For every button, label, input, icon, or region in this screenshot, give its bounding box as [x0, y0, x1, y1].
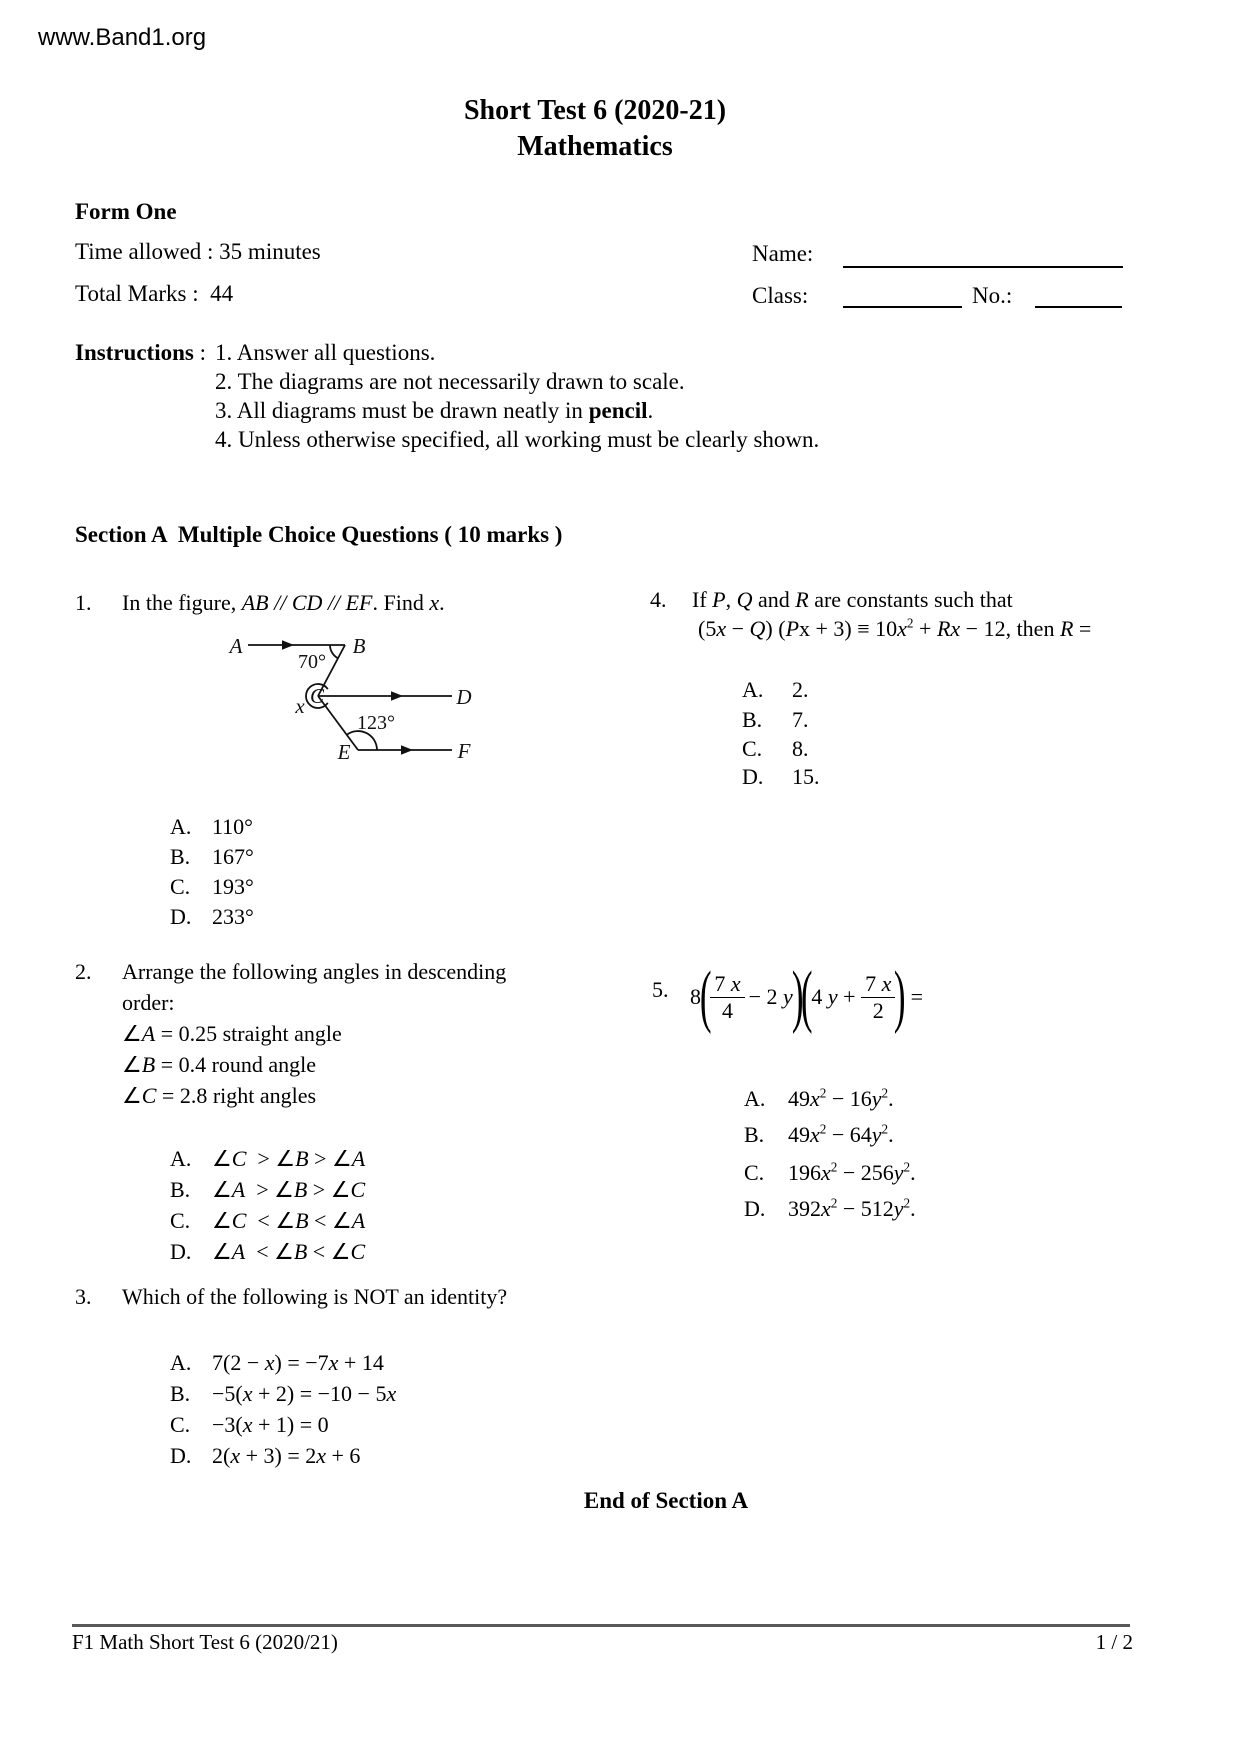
instructions-label [75, 341, 206, 364]
q5-expr-fraction-1-numerator: 7 x [710, 973, 744, 998]
q4-number: 4. [650, 587, 667, 612]
figure-label-b: B [352, 634, 366, 658]
q5-expr-4y-plus: 4 y + [811, 984, 862, 1009]
q2-option-b-letter: B. [170, 1177, 191, 1202]
q1-parallel-lines-figure [190, 612, 490, 772]
q3-option-c-letter: C. [170, 1412, 191, 1437]
q4-option-c-letter: C. [742, 736, 763, 761]
footer-page-number: 1 / 2 [1095, 1630, 1133, 1654]
q5-expr-fraction-2 [861, 970, 895, 1023]
q3-option-a-text: 7(2 − x) = −7x + 14 [212, 1350, 384, 1375]
q5-expr-minus-2y: − 2 y [748, 984, 793, 1009]
instruction-item-3 [215, 399, 653, 422]
figure-arrow-ab-icon [282, 640, 294, 650]
q4-option-d-text: 15. [792, 764, 820, 789]
q4-stem-line2: (5x − Q) $(Px + 3) \equiv 10x^2 + Rx - 12$, then R = [698, 615, 1092, 641]
q4-option-a-letter: A. [742, 677, 764, 702]
instructions-label-colon: : [193, 340, 206, 365]
q2-given-angle-c: ∠C = 2.8 right angles [122, 1083, 317, 1108]
instruction-item-3-post: . [647, 398, 654, 423]
instruction-item-1: 1. Answer all questions. [215, 340, 436, 365]
q1-stem: In the figure, AB // CD // EF. Find x. [122, 590, 445, 615]
q2-number: 2. [75, 959, 92, 984]
q2-option-a-text: ∠C > ∠B > ∠A [212, 1146, 366, 1171]
q5-option-c-letter: C. [744, 1160, 765, 1185]
figure-label-e: E [337, 740, 351, 764]
paper-title: Short Test 6 (2020-21) [463, 95, 727, 126]
q1-option-a-letter: A. [170, 814, 192, 839]
form-level: Form One [75, 199, 177, 224]
class-label: Class: [752, 283, 809, 308]
instructions-label-text: Instructions [75, 340, 194, 365]
q2-stem-line2: order: [122, 990, 175, 1015]
total-marks: Total Marks : 44 [75, 281, 234, 306]
figure-label-c: C [309, 684, 325, 708]
q2-given-angle-b: ∠B = 0.4 round angle [122, 1052, 317, 1077]
figure-label-f: F [457, 739, 471, 763]
q4-stem-line1: If P, Q and R are constants such that [692, 587, 1013, 612]
site-url: www.Band1.org [38, 24, 207, 51]
q2-option-c-text: ∠C < ∠B < ∠A [212, 1208, 366, 1233]
q1-option-b-letter: B. [170, 844, 191, 869]
q4-option-b-text: 7. [792, 707, 809, 732]
q5-expr-fraction-1-denominator: 4 [721, 997, 733, 1023]
instruction-item-3-pre: 3. All diagrams must be drawn neatly in [215, 398, 589, 423]
q1-option-a-text: 110° [212, 814, 253, 839]
q1-option-b-text: 167° [212, 844, 254, 869]
q1-option-d-letter: D. [170, 904, 192, 929]
figure-label-d: D [456, 685, 472, 709]
instruction-item-3-bold: pencil [588, 398, 648, 423]
figure-angle-70-label: 70° [298, 651, 326, 673]
q1-number: 1. [75, 590, 92, 615]
q5-option-d-text: $392x^2 - 512y^2$. [788, 1195, 916, 1221]
q5-expr-coefficient: 8 [690, 984, 701, 1009]
footer-document-title: F1 Math Short Test 6 (2020/21) [72, 1630, 338, 1654]
q2-option-a-letter: A. [170, 1146, 192, 1171]
q5-expr-fraction-1 [710, 970, 744, 1023]
end-of-section-a: End of Section A [583, 1488, 749, 1513]
q3-option-d-letter: D. [170, 1443, 192, 1468]
q1-option-d-text: 233° [212, 904, 254, 929]
q5-expr-fraction-2-numerator: 7 x [861, 973, 895, 998]
figure-arrow-cd-icon [391, 691, 403, 701]
q3-option-b-letter: B. [170, 1381, 191, 1406]
q2-option-d-letter: D. [170, 1239, 192, 1264]
q5-expression: 8 ( $\frac{7 x}{4}$ − 2 y ) ( 4 y + $\frac{7 x}{2}$ ) = [690, 958, 924, 1035]
q5-expr-fraction-2-denominator: 2 [872, 997, 884, 1023]
q2-option-c-letter: C. [170, 1208, 191, 1233]
q4-option-a-text: 2. [792, 677, 809, 702]
q3-stem: Which of the following is NOT an identity? [122, 1284, 508, 1309]
q4-option-d-letter: D. [742, 764, 764, 789]
instruction-item-4: 4. Unless otherwise specified, all working must be clearly shown. [215, 427, 820, 452]
q4-option-c-text: 8. [792, 736, 809, 761]
q5-option-b-text: $49x^2 - 64y^2$. [788, 1121, 894, 1147]
figure-angle-123-label: 123° [357, 712, 395, 734]
section-a-heading: Section A Multiple Choice Questions ( 10 marks ) [75, 522, 563, 547]
q5-option-d-letter: D. [744, 1196, 766, 1221]
q3-option-c-text: −3(x + 1) = 0 [212, 1412, 329, 1437]
figure-label-a: A [229, 634, 243, 658]
name-label: Name: [752, 241, 814, 266]
q3-option-b-text: −5(x + 2) = −10 − 5x [212, 1381, 397, 1406]
q5-option-a-text: $49x^2 - 16y^2$. [788, 1085, 894, 1111]
q3-number: 3. [75, 1284, 92, 1309]
figure-angle-arc-b [330, 645, 338, 658]
time-allowed: Time allowed : 35 minutes [75, 239, 321, 264]
name-blank-line [843, 266, 1123, 268]
q3-option-a-letter: A. [170, 1350, 192, 1375]
q3-option-d-text: 2(x + 3) = 2x + 6 [212, 1443, 361, 1468]
q2-stem-line1: Arrange the following angles in descending [122, 959, 507, 984]
q4-option-b-letter: B. [742, 707, 763, 732]
q5-option-a-letter: A. [744, 1086, 766, 1111]
q2-option-b-text: ∠A > ∠B > ∠C [212, 1177, 366, 1202]
q1-option-c-text: 193° [212, 874, 254, 899]
q5-number: 5. [652, 977, 669, 1002]
footer-divider [72, 1624, 1130, 1627]
q5-expr-equals: = [910, 984, 924, 1009]
q2-option-d-text: ∠A < ∠B < ∠C [212, 1239, 366, 1264]
q5-option-c-text: $196x^2 - 256y^2$. [788, 1159, 916, 1185]
class-blank-line [843, 306, 962, 308]
paper-subtitle: Mathematics [517, 131, 673, 162]
instruction-item-2: 2. The diagrams are not necessarily drawn to scale. [215, 369, 685, 394]
q5-option-b-letter: B. [744, 1122, 765, 1147]
figure-angle-x-label: x [295, 694, 305, 718]
no-blank-line [1035, 306, 1122, 308]
q1-option-c-letter: C. [170, 874, 191, 899]
figure-arrow-ef-icon [401, 745, 413, 755]
no-label: No.: [972, 283, 1013, 308]
q2-given-angle-a: ∠A = 0.25 straight angle [122, 1021, 342, 1046]
